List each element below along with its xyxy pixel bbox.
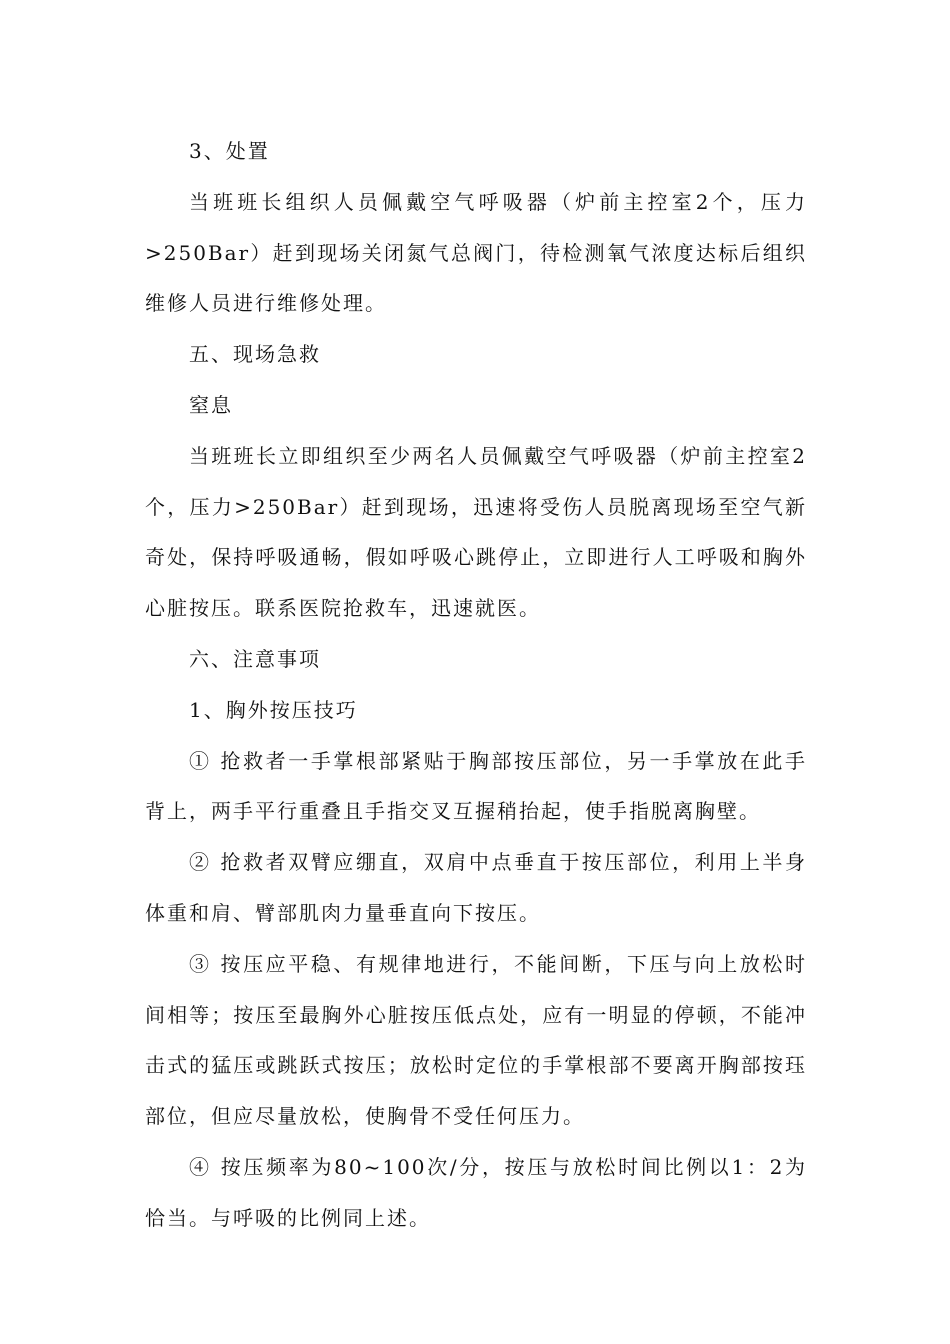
subheading-asphyxia: 窒息: [189, 392, 233, 417]
paragraph-asphyxia: 当班班长立即组织至少两名人员佩戴空气呼吸器（炉前主控室2个，压力>250Bar）赶到现场，迅速将受伤人员脱离现场至空气新奇处，保持呼吸通畅，假如呼吸心跳停止，立即进行人工呼吸和胸外心脏按压。联系医院抢救车，迅速就医。: [145, 443, 807, 621]
list-item: ③ 按压应平稳、有规律地进行，不能间断，下压与向上放松时间相等；按压至最胸外心脏按压低点处，应有一明显的停顿，不能冲击式的猛压或跳跃式按压；放松时定位的手掌根部不要离开胸部按珏部位，但应尽量放松，使胸骨不受任何压力。: [145, 951, 807, 1129]
section-heading-notes: 六、注意事项: [189, 646, 321, 671]
subheading-compression-technique: 1、胸外按压技巧: [189, 697, 358, 722]
section-heading-first-aid: 五、现场急救: [189, 342, 321, 367]
list-item: ① 抢救者一手掌根部紧贴于胸部按压部位，另一手掌放在此手背上，两手平行重叠且手指交叉互握稍抬起，使手指脱离胸壁。: [145, 748, 807, 824]
section-heading-disposal: 3、处置: [189, 139, 270, 163]
document-body: [145, 126, 807, 1244]
list-item: ④ 按压频率为80~100次/分，按压与放松时间比例以1：2为恰当。与呼吸的比例同上述。: [145, 1154, 807, 1230]
list-item: ② 抢救者双臂应绷直，双肩中点垂直于按压部位，利用上半身体重和肩、臂部肌肉力量垂直向下按压。: [145, 850, 807, 925]
paragraph-disposal: 当班班长组织人员佩戴空气呼吸器（炉前主控室2个，压力>250Bar）赶到现场关闭氮气总阀门，待检测氧气浓度达标后组织维修人员进行维修处理。: [145, 189, 807, 316]
